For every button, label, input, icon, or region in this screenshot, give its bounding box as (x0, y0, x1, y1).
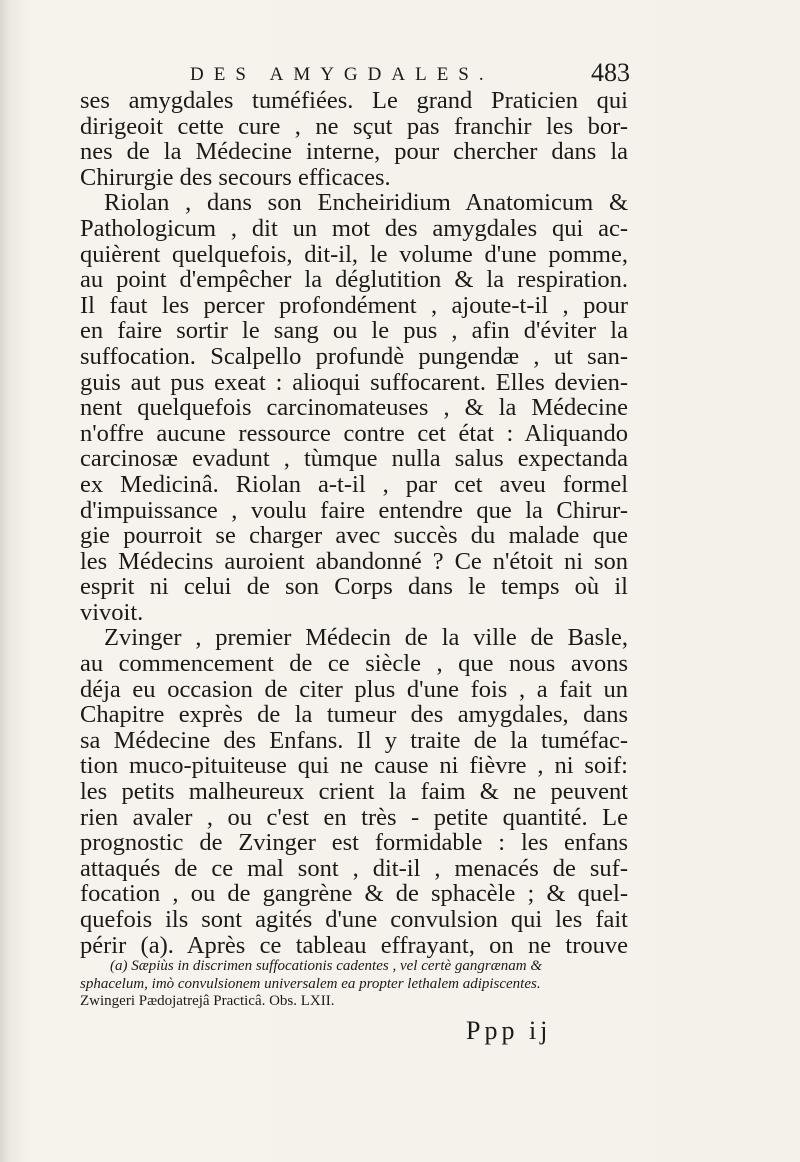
footnote-line: sphacelum, imò convulsionem universalem ea propter lethalem adipiscentes. (80, 975, 541, 992)
text-line: en faire sortir le sang ou le pus , afin d'éviter la (80, 317, 628, 345)
text-line: déja eu occasion de citer plus d'une fois , a fait un (80, 675, 628, 703)
text-line: sa Médecine des Enfans. Il y traite de la tuméfac- (80, 726, 628, 754)
running-head: DES AMYGDALES. (190, 64, 494, 85)
text-line: Il faut les percer profondément , ajoute-t-il , pour (80, 291, 628, 319)
text-line: les Médecins auroient abandonné ? Ce n'étoit ni son (80, 547, 628, 575)
text-line: nes de la Médecine interne, pour chercher dans la (80, 138, 628, 166)
text-line: au commencement de ce siècle , que nous avons (80, 650, 628, 678)
text-line: ses amygdales tuméfiées. Le grand Praticien qui (80, 87, 628, 114)
text-line: carcinosæ evadunt , tùmque nulla salus expectanda (80, 445, 628, 473)
text-line: périr (a). Après ce tableau effrayant, on ne trouve (80, 931, 628, 959)
text-line: Chirurgie des secours efficaces. (80, 163, 391, 191)
page-number: 483 (591, 58, 630, 87)
text-line: Riolan , dans son Encheiridium Anatomicum & (104, 189, 628, 217)
text-line: rien avaler , ou c'est en très - petite quantité. Le (80, 803, 628, 831)
text-line: dirigeoit cette cure , ne sçut pas franchir les bor- (80, 112, 628, 140)
footnote-line: (a) Sæpiùs in discrimen suffocationis cadentes , vel certè gangrænam & (110, 958, 543, 974)
text-line: attaqués de ce mal sont , dit-il , menacés de suf- (80, 854, 628, 882)
text-line: Pathologicum , dit un mot des amygdales qui ac- (80, 214, 628, 242)
text-line: tion muco-pituiteuse qui ne cause ni fièvre , ni soif: (80, 752, 628, 780)
text-line: prognostic de Zvinger est formidable : les enfans (80, 829, 628, 857)
text-line: Zvinger , premier Médecin de la ville de Basle, (104, 624, 628, 652)
text-line: quefois ils sont agités d'une convulsion qui les fait (80, 906, 628, 933)
text-line: guis aut pus exeat : alioqui suffocarent. Elles devien- (80, 368, 628, 396)
footnote-line: Zwingeri Pædojatrejâ Practicâ. Obs. LXII. (80, 993, 335, 1009)
text-line: n'offre aucune ressource contre cet état : Aliquando (80, 419, 628, 447)
text-line: Chapitre exprès de la tumeur des amygdales, dans (80, 701, 628, 729)
signature-mark: Ppp ij (466, 1016, 552, 1045)
text-line: vivoit. (80, 598, 144, 626)
text-line: ex Medicinâ. Riolan a-t-il , par cet aveu formel (80, 470, 628, 498)
text-line: gie pourroit se charger avec succès du malade que (80, 522, 628, 550)
text-line: suffocation. Scalpello profundè pungendæ , ut san- (80, 342, 628, 370)
text-line: quièrent quelquefois, dit-il, le volume d'une pomme, (80, 240, 628, 268)
text-line: les petits malheureux crient la faim & ne peuvent (80, 778, 628, 806)
text-line: focation , ou de gangrène & de sphacèle ; & quel- (80, 880, 628, 908)
text-line: au point d'empêcher la déglutition & la respiration. (80, 266, 628, 294)
text-line: nent quelquefois carcinomateuses , & la Médecine (80, 394, 628, 422)
footnotes (80, 958, 628, 1011)
text-line: d'impuissance , voulu faire entendre que la Chirur- (80, 496, 628, 524)
text-line: esprit ni celui de son Corps dans le temps où il (80, 573, 628, 601)
body-text (80, 88, 628, 958)
